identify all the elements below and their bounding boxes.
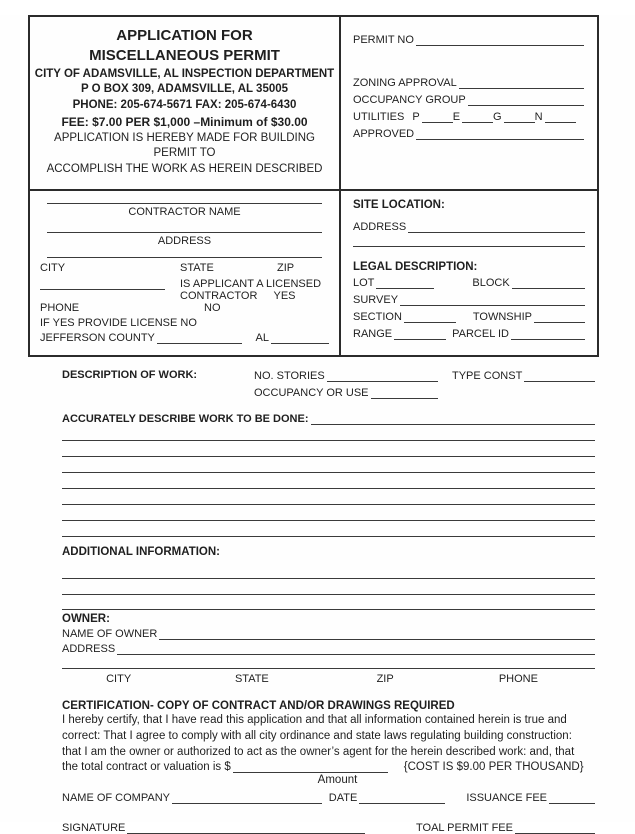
township-field[interactable] <box>534 310 585 323</box>
contractor-state-label: STATE <box>180 262 214 275</box>
occupancy-use-field[interactable] <box>371 386 438 399</box>
lot-field[interactable] <box>376 276 434 289</box>
block-field[interactable] <box>512 276 585 289</box>
description-of-work-label: DESCRIPTION OF WORK: <box>62 369 198 382</box>
jefferson-county-label: JEFFERSON COUNTY <box>40 332 155 345</box>
certification-body-line3: that I am the owner or authorized to act as the owner’s agent for the herein described work: and, that <box>62 746 575 759</box>
legal-description-title: LEGAL DESCRIPTION: <box>353 261 478 274</box>
description-of-work-row <box>62 369 595 399</box>
issuance-fee-label: ISSUANCE FEE <box>466 792 547 805</box>
utility-g-field[interactable] <box>504 110 535 123</box>
work-line-6[interactable] <box>62 505 595 521</box>
total-permit-fee-field[interactable] <box>515 821 595 834</box>
permit-no-field[interactable] <box>416 33 584 46</box>
contractor-city-label: CITY <box>40 262 66 275</box>
work-line-7[interactable] <box>62 521 595 537</box>
utility-p-field[interactable] <box>422 110 453 123</box>
describe-work-label: ACCURATELY DESCRIBE WORK TO BE DONE: <box>62 413 309 426</box>
licensed-question-line2 <box>180 290 329 314</box>
contractor-phone-field[interactable] <box>40 276 165 290</box>
owner-title: OWNER: <box>62 613 110 626</box>
owner-labels-row <box>62 673 595 685</box>
department-name: CITY OF ADAMSVILLE, AL INSPECTION DEPARTMENT <box>34 67 335 80</box>
owner-name-label: NAME OF OWNER <box>62 628 158 641</box>
approved-field[interactable] <box>416 127 584 140</box>
certification-title: CERTIFICATION- COPY OF CONTRACT AND/OR DRAWINGS REQUIRED <box>62 700 455 713</box>
al-license-field[interactable] <box>271 331 329 344</box>
utility-e-field[interactable] <box>462 110 493 123</box>
lot-label: LOT <box>353 277 375 290</box>
owner-name-field[interactable] <box>159 627 595 640</box>
work-line-5[interactable] <box>62 489 595 505</box>
permit-no-label: PERMIT NO <box>353 34 414 46</box>
cost-note: {COST IS $9.00 PER THOUSAND} <box>403 761 584 774</box>
utility-g-label: G <box>493 111 502 123</box>
utility-e-label: E <box>452 111 461 123</box>
additional-info-line-1[interactable] <box>62 563 595 579</box>
occupancy-group-label: OCCUPANCY GROUP <box>353 94 466 106</box>
utilities-label: UTILITIES <box>353 111 405 123</box>
licensed-yes-option[interactable]: YES <box>273 290 296 303</box>
certification-body-line1: I hereby certify, that I have read this application and that all information contained herein is true and <box>62 714 567 727</box>
owner-city-label: CITY <box>106 673 132 686</box>
license-note: IF YES PROVIDE LICENSE NO <box>40 316 197 329</box>
form-title-line2: MISCELLANEOUS PERMIT <box>89 47 280 65</box>
approved-label: APPROVED <box>353 128 415 140</box>
survey-field[interactable] <box>400 293 585 306</box>
site-address-field[interactable] <box>408 220 585 233</box>
contractor-name-label: CONTRACTOR NAME <box>128 206 241 219</box>
utility-p-label: P <box>412 111 420 123</box>
owner-state-label: STATE <box>234 673 269 686</box>
site-address-label: ADDRESS <box>353 221 407 234</box>
owner-city-state-zip-phone-field[interactable] <box>62 655 595 669</box>
made-statement-line2: ACCOMPLISH THE WORK AS HEREIN DESCRIBED <box>46 163 323 176</box>
section-label: SECTION <box>353 311 402 324</box>
contractor-zip-label: ZIP <box>277 262 295 275</box>
zoning-approval-field[interactable] <box>459 76 584 89</box>
owner-address-label: ADDRESS <box>62 643 116 656</box>
no-stories-label: NO. STORIES <box>254 370 325 383</box>
occupancy-group-field[interactable] <box>468 93 584 106</box>
phone-fax: PHONE: 205-674-5671 FAX: 205-674-6430 <box>72 99 297 112</box>
zoning-approval-label: ZONING APPROVAL <box>353 77 457 89</box>
valuation-field[interactable] <box>233 760 388 773</box>
work-section <box>62 369 595 834</box>
additional-info-label: ADDITIONAL INFORMATION: <box>62 546 221 559</box>
parcel-id-field[interactable] <box>511 327 585 340</box>
survey-label: SURVEY <box>353 294 399 307</box>
site-location-title: SITE LOCATION: <box>353 199 445 212</box>
work-line-3[interactable] <box>62 457 595 473</box>
block-label: BLOCK <box>472 277 510 290</box>
date-label: DATE <box>328 792 358 805</box>
work-line-1[interactable] <box>62 425 595 441</box>
additional-info-line-2[interactable] <box>62 579 595 595</box>
permit-approval-panel <box>341 17 597 191</box>
signature-field[interactable] <box>127 821 365 834</box>
header-box <box>28 15 599 357</box>
contractor-panel <box>30 191 341 355</box>
issuance-fee-field[interactable] <box>549 791 595 804</box>
occupancy-use-label: OCCUPANCY OR USE <box>254 387 369 400</box>
signature-label: SIGNATURE <box>62 822 126 834</box>
permit-application-form <box>0 15 635 834</box>
type-const-label: TYPE CONST <box>452 370 523 383</box>
total-permit-fee-label: TOAL PERMIT FEE <box>416 822 513 834</box>
describe-work-field[interactable] <box>311 412 595 425</box>
date-field[interactable] <box>359 791 445 804</box>
agency-header <box>30 17 341 191</box>
work-line-4[interactable] <box>62 473 595 489</box>
type-const-field[interactable] <box>524 369 595 382</box>
valuation-label: the total contract or valuation is $ <box>62 761 231 774</box>
township-label: TOWNSHIP <box>472 311 532 324</box>
company-name-label: NAME OF COMPANY <box>62 792 170 805</box>
range-field[interactable] <box>394 327 446 340</box>
utility-n-label: N <box>534 111 543 123</box>
licensed-contractor-label: CONTRACTOR <box>180 290 258 303</box>
licensed-no-option[interactable]: NO <box>204 302 221 315</box>
additional-info-line-3[interactable] <box>62 595 595 610</box>
contractor-address-label: ADDRESS <box>157 235 212 248</box>
made-statement-line1: APPLICATION IS HEREBY MADE FOR BUILDING PERMIT TO <box>54 131 315 160</box>
company-name-field[interactable] <box>172 791 322 804</box>
form-title-line1: APPLICATION FOR <box>116 27 253 44</box>
owner-phone-label: PHONE <box>498 673 538 686</box>
contractor-phone-label: PHONE <box>40 302 80 315</box>
parcel-id-label: PARCEL ID <box>452 328 509 341</box>
licensed-question-line1: IS APPLICANT A LICENSED <box>180 278 322 291</box>
utility-n-field[interactable] <box>545 110 576 123</box>
range-label: RANGE <box>353 328 393 341</box>
no-stories-field[interactable] <box>327 369 438 382</box>
jefferson-license-field[interactable] <box>157 331 242 344</box>
certification-body-line2: correct: That I agree to comply with all city ordinance and state laws regulating building construction: <box>62 730 572 743</box>
owner-address-field[interactable] <box>117 642 595 655</box>
site-panel <box>341 191 597 355</box>
work-line-2[interactable] <box>62 441 595 457</box>
owner-zip-label: ZIP <box>376 673 394 686</box>
section-field[interactable] <box>404 310 456 323</box>
amount-caption: Amount <box>317 774 358 787</box>
po-address: P O BOX 309, ADAMSVILLE, AL 35005 <box>80 83 289 96</box>
fee-note: FEE: $7.00 PER $1,000 –Minimum of $30.00 <box>61 115 308 130</box>
al-label: AL <box>255 332 269 345</box>
